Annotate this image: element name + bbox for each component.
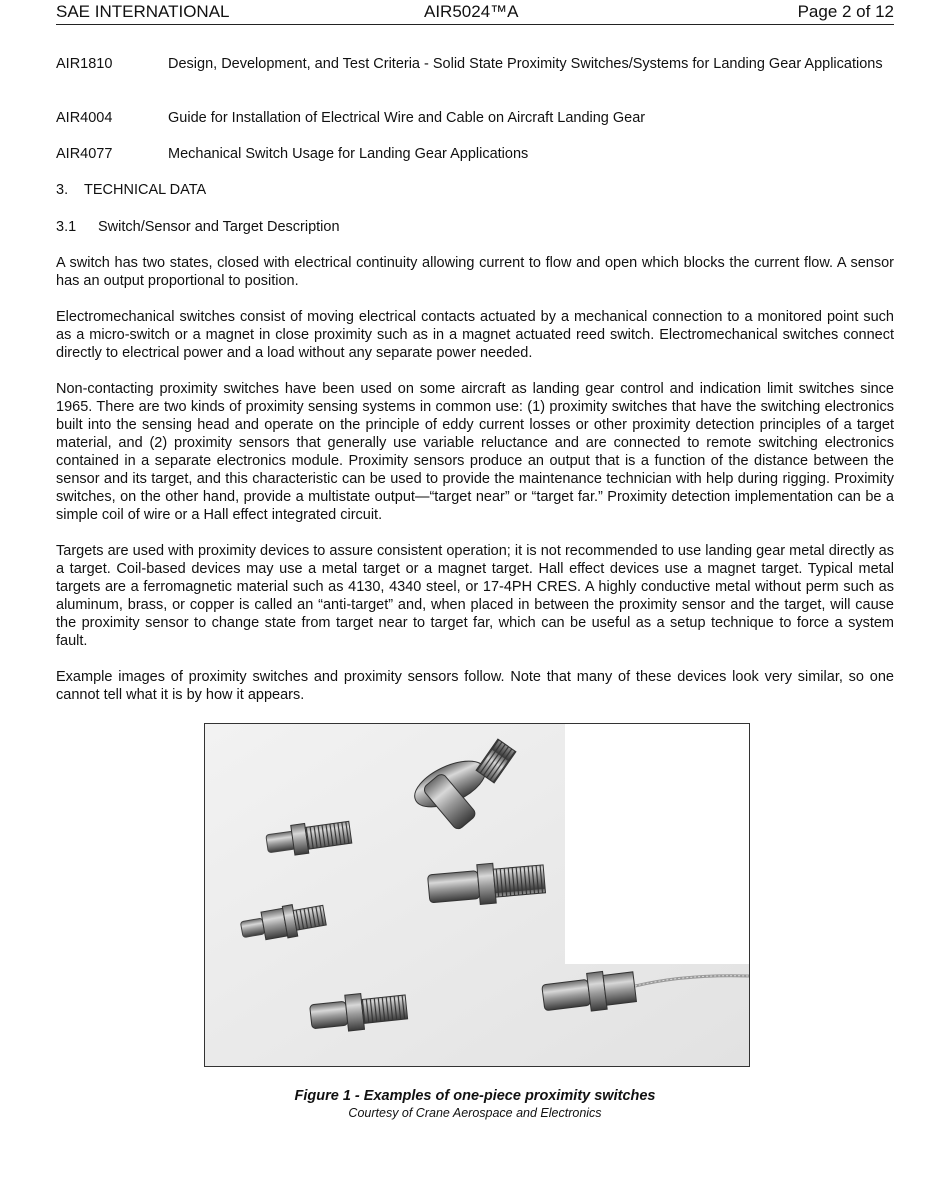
paragraph-proximity: Non-contacting proximity switches have been used on some aircraft as landing gear control and indication limit switches since 1965. There are two kinds of proximity sensing systems in common use: (1) proximity switches that have the switching electronics built into the sensing head and operate on the principle of eddy current losses or other proximity detection principles of a target material, and (2) proximity sensors that generally use variable reluctance and are connected to remote switching electronics contained in a separate electronics module. Proximity sensors produce an output that is a function of the distance between the sensor and its target, and this characteristic can be used to provide the maintenance technician with help during rigging. Proximity switches, on the other hand, provide a multistate output—“target near” or “target far.” Proximity detection implementation can be a simple coil of wire or a Hall effect integrated circuit. [56,381,894,523]
figure-caption: Figure 1 - Examples of one-piece proximity switches [294,1088,656,1104]
section-heading-3-1 [56,218,340,236]
page-number: Page 2 of 12 [797,2,894,21]
section-number: 3. [56,182,69,198]
reference-code: AIR4004 [56,110,113,126]
proximity-switches-illustration [205,724,749,1066]
section-heading-3 [56,181,206,199]
paragraph-examples: Example images of proximity switches and proximity sensors follow. Note that many of these devices look very similar, so one cannot tell what it is by how it appears. [56,669,894,703]
document-id: AIR5024™A [424,2,519,21]
reference-title: Guide for Installation of Electrical Wire and Cable on Aircraft Landing Gear [168,110,646,126]
reference-code: AIR1810 [56,56,113,72]
organization-name: SAE INTERNATIONAL [56,2,230,21]
section-number: 3.1 [56,219,77,235]
figure-proximity-switches-photo [204,723,750,1067]
paragraph-electromechanical: Electromechanical switches consist of moving electrical contacts actuated by a mechanical connection to a monitored point such as a micro-switch or a magnet in close proximity such as in a magnet actuated reed switch. Electromechanical switches connect directly to electrical power and a load without any separate power needed. [56,309,894,361]
reference-title: Design, Development, and Test Criteria - Solid State Proximity Switches/Systems for Landing Gear Applications [168,56,883,72]
section-title: Switch/Sensor and Target Description [98,219,340,235]
figure-credit: Courtesy of Crane Aerospace and Electronics [348,1106,602,1120]
page-header [56,2,894,25]
paragraph-switch-definition: A switch has two states, closed with electrical continuity allowing current to flow and open which blocks the current flow. A sensor has an output proportional to position. [56,255,894,289]
reference-code: AIR4077 [56,146,113,162]
section-title: TECHNICAL DATA [84,182,207,198]
paragraph-targets: Targets are used with proximity devices to assure consistent operation; it is not recommended to use landing gear metal directly as a target. Coil-based devices may use a metal target or a magnet target. Hall effect devices use a magnet target. Typical metal targets are a ferromagnetic material such as 4130, 4340 steel, or 17-4PH CRES. A highly conductive metal without perm such as aluminum, brass, or copper is called an “anti-target” and, when placed in between the proximity sensor and the target, will cause the proximity sensor to change state from target near to target far, which can be useful as a setup technique to force a system fault. [56,543,894,649]
reference-title: Mechanical Switch Usage for Landing Gear Applications [168,146,529,162]
